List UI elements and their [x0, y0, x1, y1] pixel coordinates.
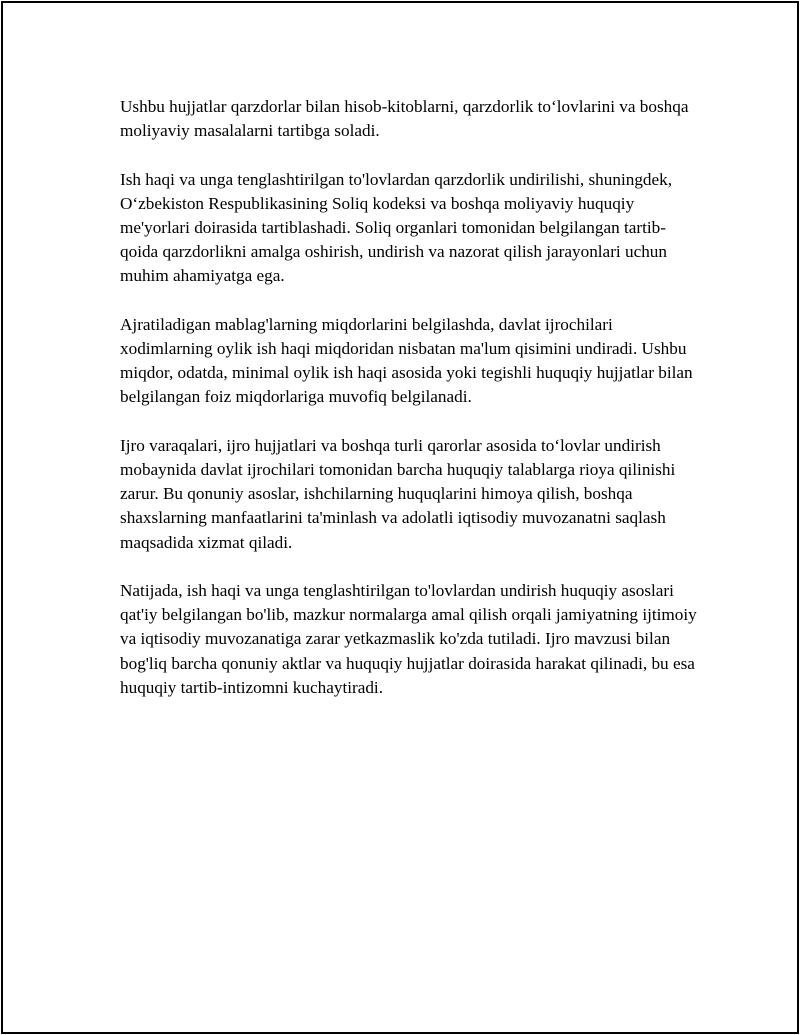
document-body: [120, 95, 700, 724]
page-frame: [1, 1, 799, 1034]
paragraph-4: Ijro varaqalari, ijro hujjatlari va boshqa turli qarorlar asosida to‘lovlar undirish mobaynida davlat ijrochilari tomonidan barcha huquqiy talablarga rioya qilinishi zarur. Bu qonuniy asoslar, ishchilarning huquqlarini himoya qilish, boshqa shaxslarning manfaatlarini ta'minlash va adolatli iqtisodiy muvozanatni saqlash maqsadida xizmat qiladi.: [120, 435, 676, 552]
paragraph-2: Ish haqi va unga tenglashtirilgan to'lovlardan qarzdorlik undirilishi, shuningdek, O‘zbekiston Respublikasining Soliq kodeksi va boshqa moliyaviy huquqiy me'yorlari doirasida tartiblashadi. Soliq organlari tomonidan belgilangan tartib-qoida qarzdorlikni amalga oshirish, undirish va nazorat qilish jarayonlari uchun muhim ahamiyatga ega.: [120, 169, 673, 286]
paragraph-3: Ajratiladigan mablag'larning miqdorlarini belgilashda, davlat ijrochilari xodimlarning oylik ish haqi miqdoridan nisbatan ma'lum qisimini undiradi. Ushbu miqdor, odatda, minimal oylik ish haqi asosida yoki tegishli huquqiy hujjatlar bilan belgilangan foiz miqdorlariga muvofiq belgilanadi.: [120, 314, 693, 407]
paragraph-1: Ushbu hujjatlar qarzdorlar bilan hisob-kitoblarni, qarzdorlik to‘lovlarini va boshqa moliyaviy masalalarni tartibga soladi.: [120, 97, 689, 141]
paragraph-5: Natijada, ish haqi va unga tenglashtirilgan to'lovlardan undirish huquqiy asoslari qat'iy belgilangan bo'lib, mazkur normalarga amal qilish orqali jamiyatning ijtimoiy va iqtisodiy muvozanatiga zarar yetkazmaslik ko'zda tutiladi. Ijro mavzusi bilan bog'liq barcha qonuniy aktlar va huquqiy hujjatlar doirasida harakat qilinadi, bu esa huquqiy tartib-intizomni kuchaytiradi.: [120, 581, 697, 697]
